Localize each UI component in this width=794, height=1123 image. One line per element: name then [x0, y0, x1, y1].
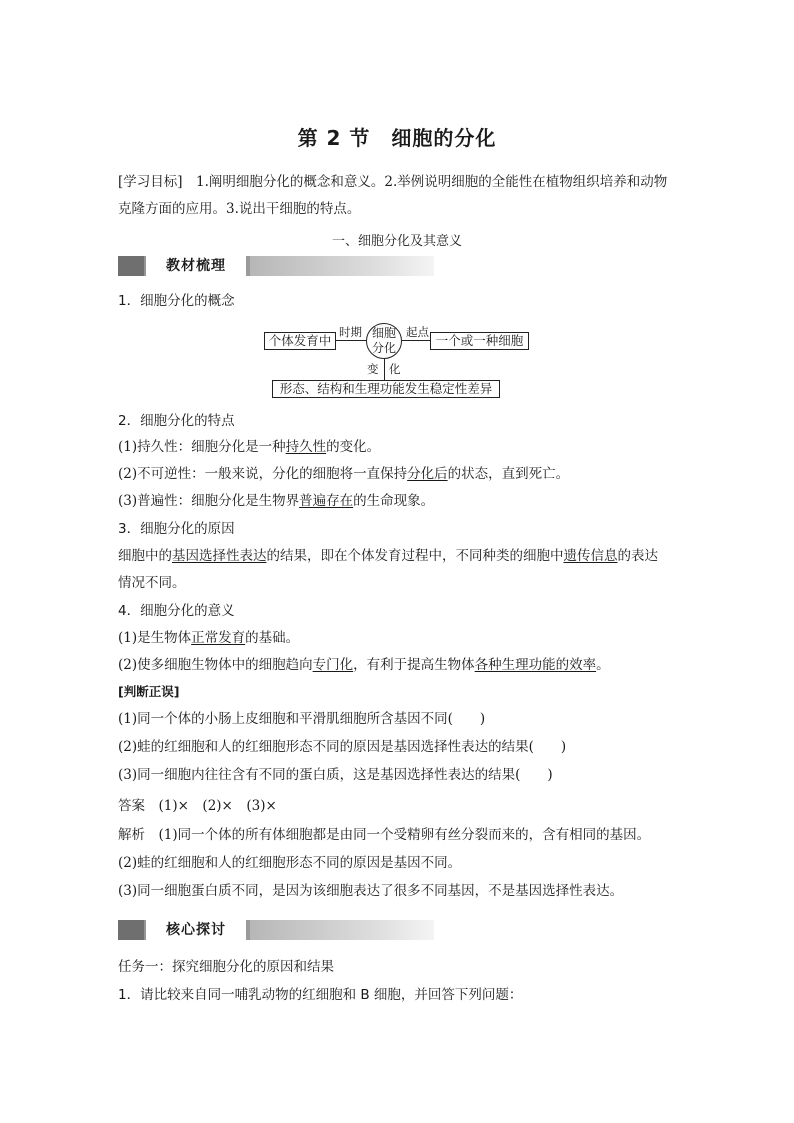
judge-title: [判断正误] — [118, 684, 180, 699]
text: 。 — [596, 657, 610, 673]
analysis-line-1: 解析 (1)同一个体的所有体细胞都是由同一个受精卵有丝分裂而来的，含有相同的基因。 — [118, 827, 651, 843]
circle-text-top: 细胞 — [371, 326, 396, 340]
concept-diagram — [262, 323, 532, 401]
text: 的基础。 — [245, 630, 300, 646]
key-term: 持久性 — [285, 439, 327, 455]
page-title: 第 2 节 细胞的分化 — [297, 126, 497, 150]
key-term: 分化后 — [407, 466, 448, 482]
point-1-title: 1．细胞分化的概念 — [118, 293, 235, 309]
circle-text-bottom: 分化 — [371, 341, 396, 355]
diagram-box-start: 一个或一种细胞 — [430, 332, 529, 350]
point-3-title: 3．细胞分化的原因 — [118, 521, 235, 537]
banner-block — [118, 256, 144, 276]
point-2-item-1 — [118, 437, 688, 457]
point-2-item-2 — [118, 464, 688, 484]
text: 的生命现象。 — [353, 493, 435, 509]
text: (2)使多细胞生物体中的细胞趋向 — [118, 657, 313, 673]
learning-objectives-line-1: [学习目标] 1.阐明细胞分化的概念和意义。2.举例说明细胞的全能性在植物组织培养和动物 — [118, 174, 668, 190]
diagram-connector-left — [336, 340, 366, 341]
text: (1)是生物体 — [118, 630, 192, 646]
banner-divider — [246, 920, 250, 940]
section-heading: 一、细胞分化及其意义 — [331, 234, 462, 249]
text: 的变化。 — [326, 439, 381, 455]
answer: 答案 (1)× (2)× (3)× — [118, 798, 277, 814]
question-1: 1．请比较来自同一哺乳动物的红细胞和 B 细胞，并回答下列问题： — [118, 987, 523, 1003]
task-1-title: 任务一：探究细胞分化的原因和结果 — [118, 959, 334, 975]
analysis-line-3: (3)同一细胞蛋白质不同，是因为该细胞表达了很多不同基因，不是基因选择性表达。 — [118, 883, 624, 899]
text: (3)普遍性：细胞分化是生物界 — [118, 493, 300, 509]
text: (1)持久性：细胞分化是一种 — [118, 439, 286, 455]
section-banner-core — [118, 920, 434, 940]
point-2-title: 2．细胞分化的特点 — [118, 413, 235, 429]
diagram-box-period: 个体发育中 — [264, 332, 336, 350]
diagram-label-change-b: 化 — [389, 362, 401, 376]
point-2-item-3 — [118, 491, 688, 511]
judge-item-1: (1)同一个体的小肠上皮细胞和平滑肌细胞所含基因不同( ) — [118, 711, 486, 727]
point-4-title: 4．细胞分化的意义 — [118, 603, 235, 619]
learning-objectives-line-2: 克隆方面的应用。3.说出干细胞的特点。 — [118, 201, 361, 217]
diagram-connector-down — [384, 359, 385, 380]
diagram-label-change-a: 变 — [367, 362, 379, 376]
diagram-connector-right — [402, 340, 430, 341]
banner-label: 核心探讨 — [146, 920, 246, 940]
diagram-label-start: 起点 — [406, 325, 429, 339]
point-4-item-1 — [118, 628, 688, 648]
key-term: 基因选择性表达 — [172, 548, 267, 564]
text: (2)不可逆性：一般来说，分化的细胞将一直保持 — [118, 466, 408, 482]
diagram-circle-differentiation — [366, 323, 402, 359]
key-term: 正常发育 — [191, 630, 246, 646]
text: 的表达 — [617, 548, 658, 564]
analysis-line-2: (2)蛙的红细胞和人的红细胞形态不同的原因是基因不同。 — [118, 855, 462, 871]
key-term: 遗传信息 — [563, 548, 618, 564]
key-term: 各种生理功能的效率 — [474, 657, 597, 673]
section-banner-textbook — [118, 256, 434, 276]
text: 的状态，直到死亡。 — [447, 466, 570, 482]
judge-item-2: (2)蛙的红细胞和人的红细胞形态不同的原因是基因选择性表达的结果( ) — [118, 739, 567, 755]
diagram-box-result: 形态、结构和生理功能发生稳定性差异 — [272, 380, 500, 398]
banner-block — [118, 920, 144, 940]
text: ，有利于提高生物体 — [353, 657, 475, 673]
judge-item-3: (3)同一细胞内往往含有不同的蛋白质，这是基因选择性表达的结果( ) — [118, 767, 553, 783]
point-3-body-line-1 — [118, 546, 688, 566]
point-3-body-line-2: 情况不同。 — [118, 575, 186, 591]
diagram-label-period: 时期 — [339, 325, 362, 339]
key-term: 普遍存在 — [299, 493, 354, 509]
text: 细胞中的 — [118, 548, 172, 564]
key-term: 专门化 — [312, 657, 354, 673]
text: 的结果，即在个体发育过程中，不同种类的细胞中 — [266, 548, 564, 564]
banner-divider — [246, 256, 250, 276]
point-4-item-2 — [118, 655, 688, 675]
banner-label: 教材梳理 — [146, 256, 246, 276]
